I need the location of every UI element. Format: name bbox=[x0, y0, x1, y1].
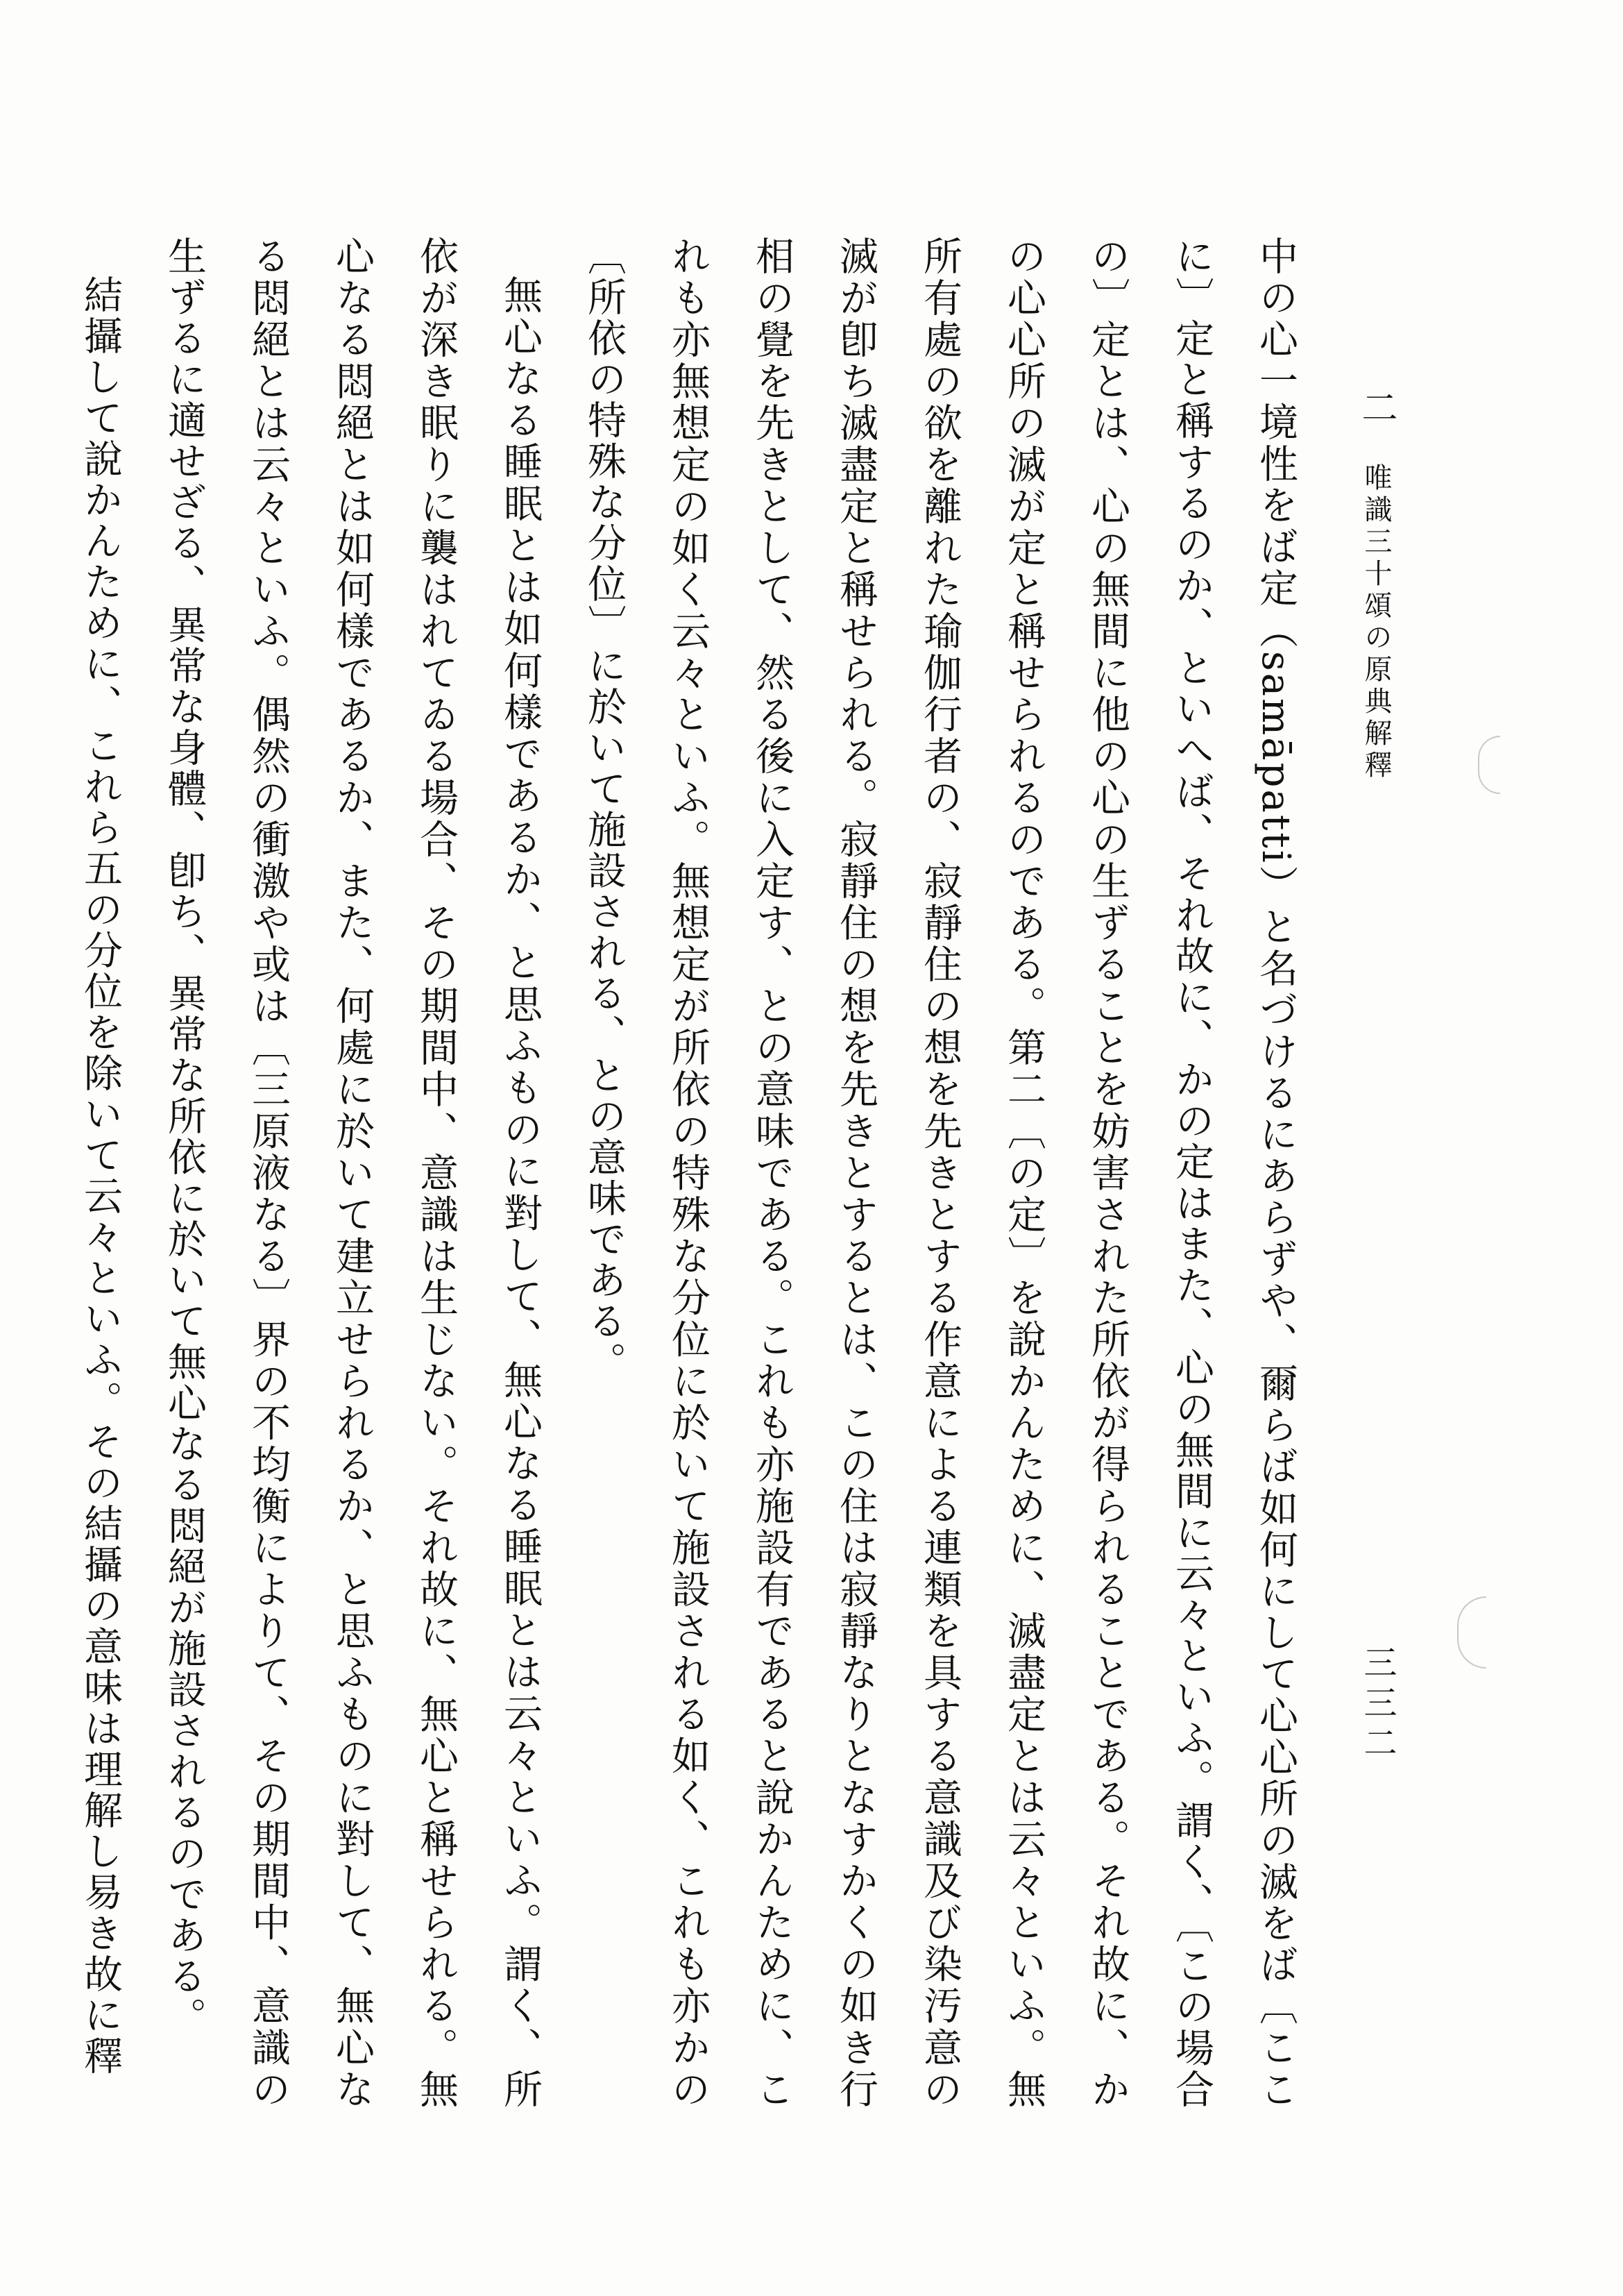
paragraph: 無心なる睡眠とは如何樣であるか、と思ふものに對して、無心なる睡眠とは云々といふ。謂く、所依が深き眠りに襲はれてゐる場合、その期間中、意識は生じない。それ故に、無心と稱せられる。無心なる悶絕とは如何樣であるか、また、何處に於いて建立せられるか、と思ふものに對して、無心なる悶絕とは云々といふ。偶然の衝激や或は〔三原液なる〕界の不均衡によりて、その期間中、意識の生ずるに適せざる、異常な身體、卽ち、異常な所依に於いて無心なる悶絕が施設されるのである。 bbox=[162, 236, 543, 2111]
chapter-number: 二 bbox=[1355, 389, 1397, 429]
running-header bbox=[1355, 389, 1397, 782]
scan-mark bbox=[1457, 1596, 1486, 1669]
body-text bbox=[78, 236, 1318, 2111]
running-title: 唯識三十頌の原典解釋 bbox=[1360, 462, 1392, 782]
scan-mark bbox=[1478, 736, 1500, 794]
page-number: 三三二 bbox=[1358, 1645, 1397, 1766]
paragraph: 結攝して說かんために、これら五の分位を除いて云々といふ。その結攝の意味は理解し易き故に釋 bbox=[78, 275, 123, 2077]
paragraph: 中の心一境性をば定（samāpatti）と名づけるにあらずや、爾らば如何にして心心所の滅をば〔ここに〕定と稱するのか、といへば、それ故に、かの定はまた、心の無間に云々といふ。謂く、〔この場合の〕定とは、心の無間に他の心の生ずることを妨害された所依が得られることである。それ故に、かの心心所の滅が定と稱せられるのである。第二〔の定〕を說かんために、滅盡定とは云々といふ。無所有處の欲を離れた瑜伽行者の、寂靜住の想を先きとする作意による連類を具する意識及び染汚意の滅が卽ち滅盡定と稱せられる。寂靜住の想を先きとするとは、この住は寂靜なりとなすかくの如き行相の覺を先きとして、然る後に入定す、との意味である。これも亦施設有であると說かんために、これも亦無想定の如く云々といふ。無想定が所依の特殊な分位に於いて施設される如く、これも亦かの〔所依の特殊な分位〕に於いて施設される、との意味である。 bbox=[581, 236, 1298, 2111]
